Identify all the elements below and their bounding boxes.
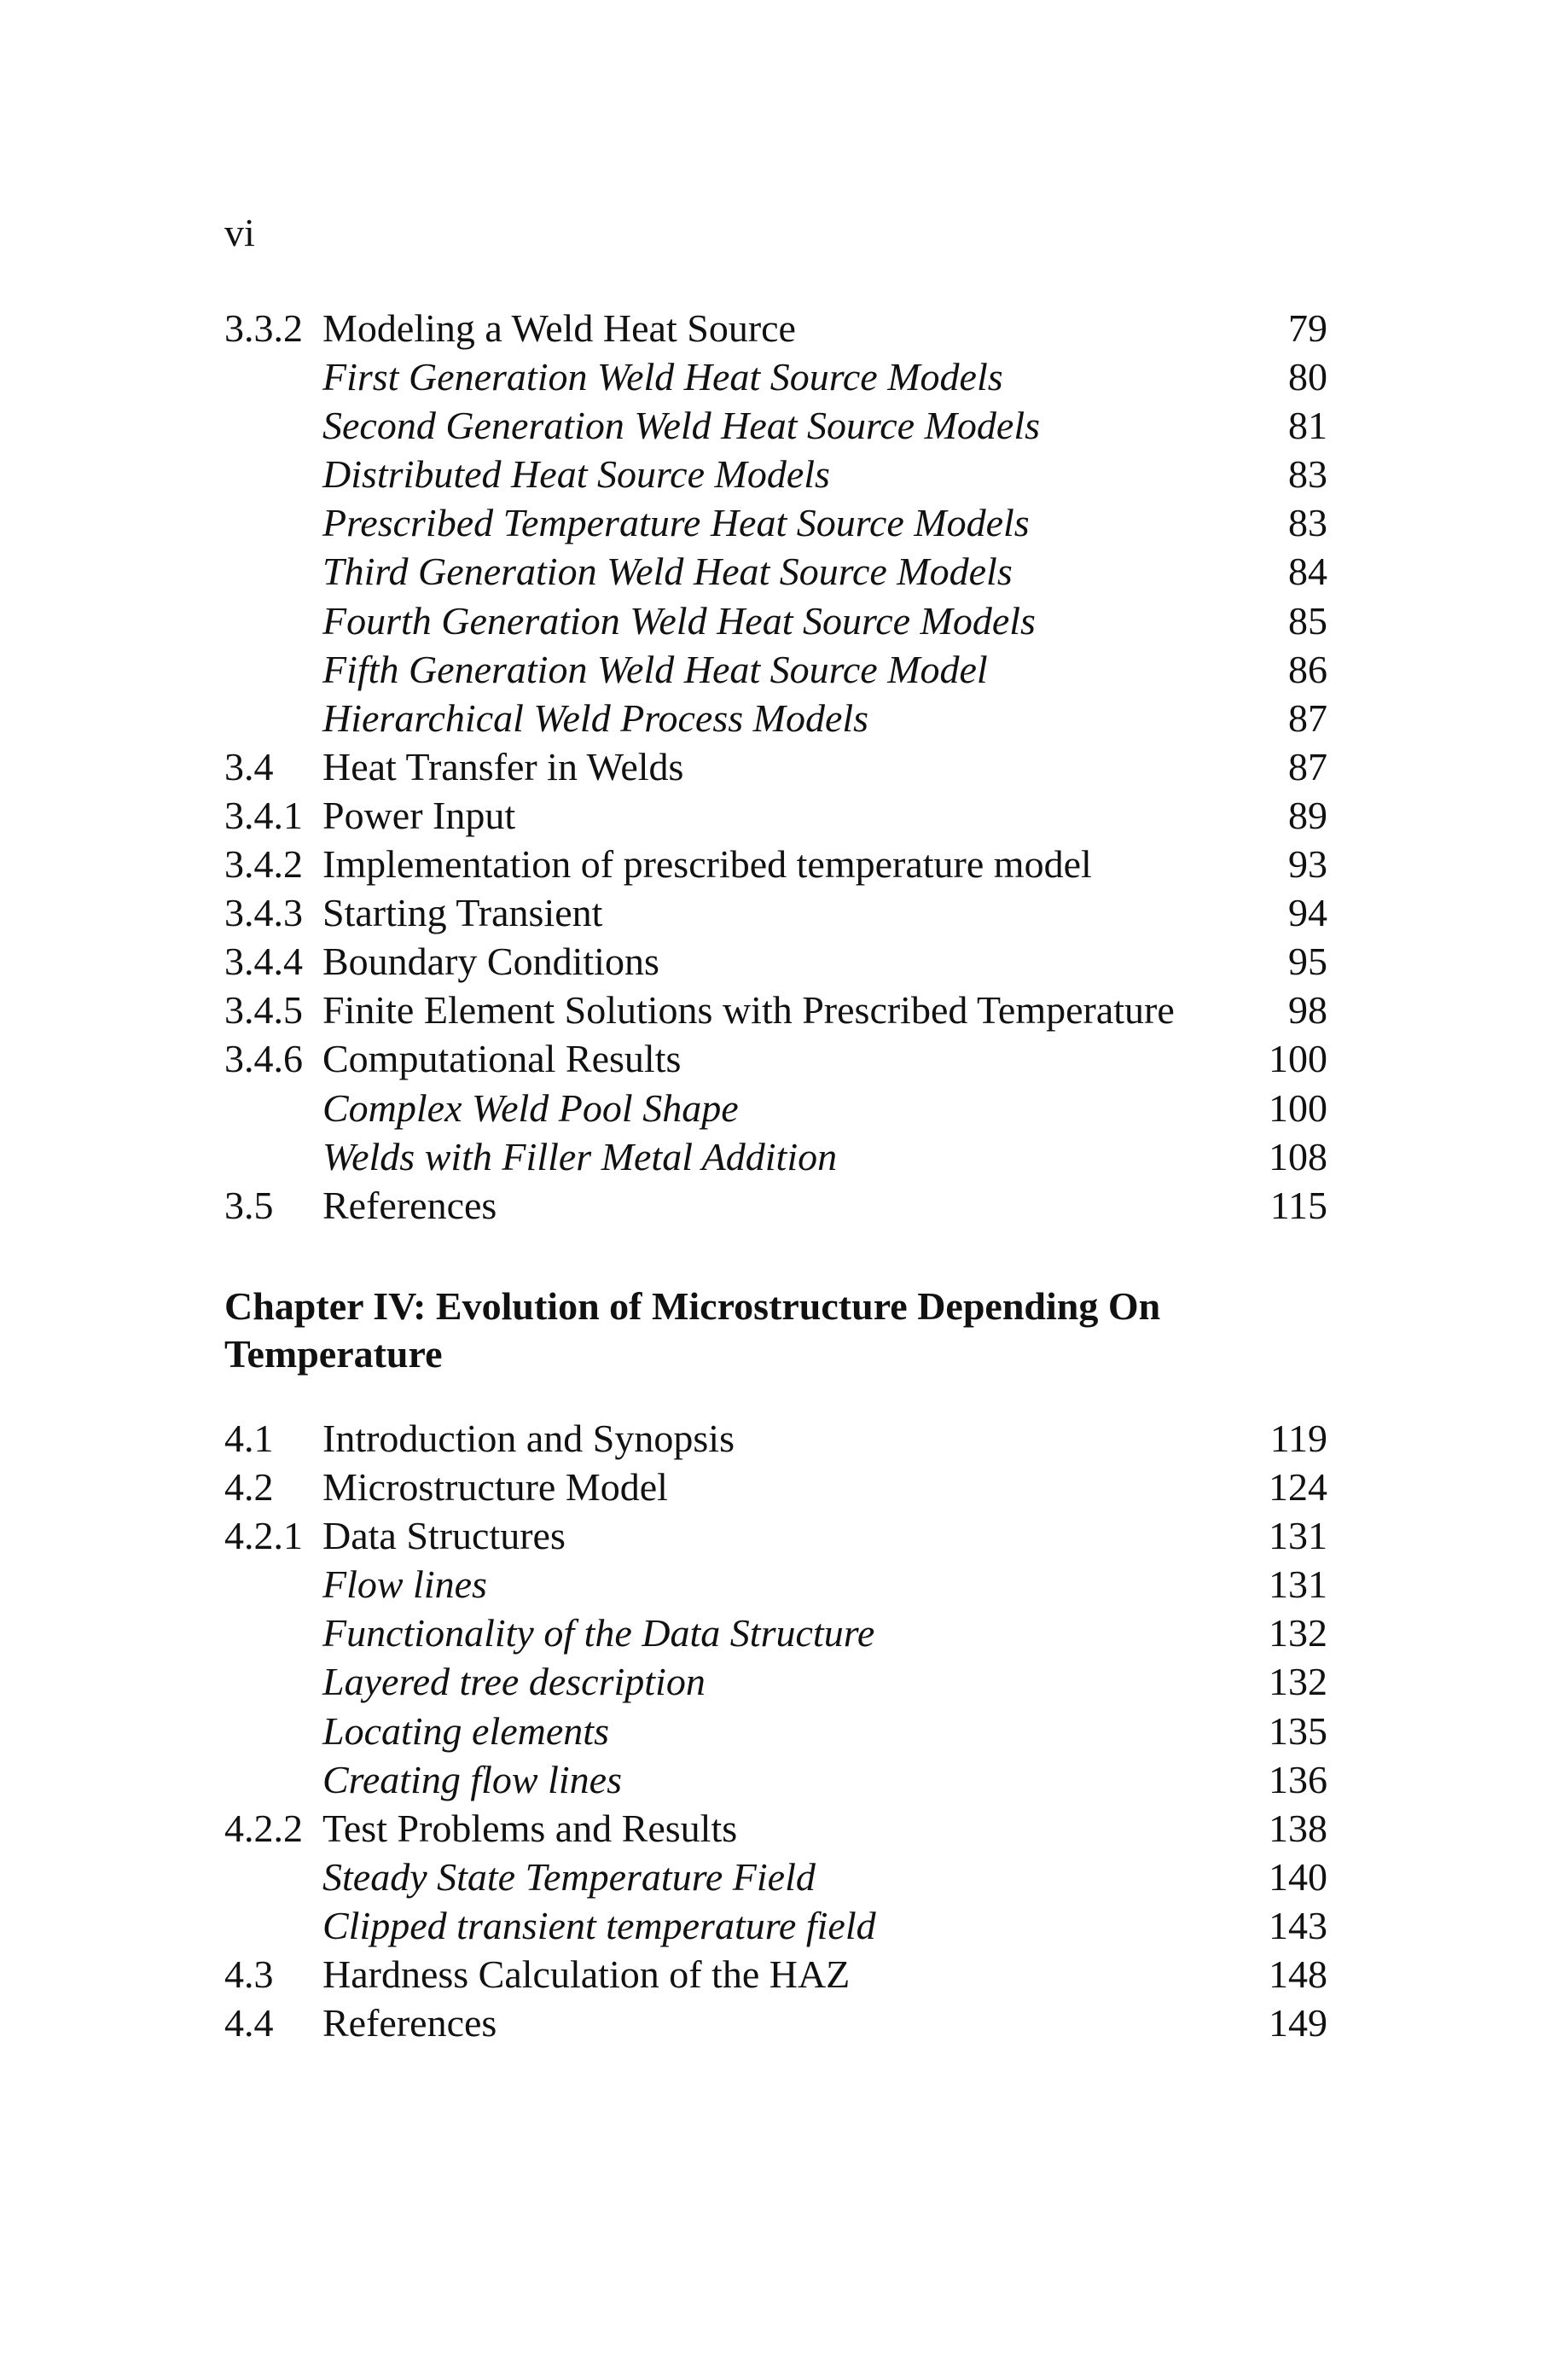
toc-entry [224,596,1327,645]
toc-entry-title: Hardness Calculation of the HAZ [322,1952,851,1997]
toc-entry [224,547,1327,596]
toc-entry-title: Flow lines [322,1562,487,1607]
toc-entry-number: 4.4 [224,2001,274,2045]
toc-entry-page: 119 [1269,1417,1327,1460]
toc-entry-number: 3.4.6 [224,1037,303,1081]
toc-entry [224,401,1327,450]
toc-entry-title: Locating elements [322,1708,609,1753]
toc-entry [224,1853,1327,1901]
toc-entry-page: 135 [1269,1708,1327,1753]
toc-entry-title: Distributed Heat Source Models [322,452,830,497]
toc-entry-page: 136 [1269,1757,1327,1801]
toc-entry-title: Second Generation Weld Heat Source Models [322,404,1041,448]
toc-entry-page: 95 [1288,940,1327,984]
toc-entry-page: 148 [1269,1952,1327,1997]
toc-entry [224,1950,1327,1999]
toc-entry [224,1999,1327,2047]
toc-entry [224,1609,1327,1657]
toc-entry-page: 131 [1269,1514,1327,1558]
toc-entry-page: 98 [1288,988,1327,1033]
toc-section-chapter-3 [224,304,1327,1230]
toc-entry [224,1804,1327,1853]
toc-entry [224,352,1327,401]
toc-entry [224,1132,1327,1181]
toc-entry [224,1657,1327,1706]
toc-entry [224,791,1327,840]
toc-entry-page: 149 [1269,2001,1327,2045]
toc-entry-title: Clipped transient temperature field [322,1903,876,1947]
toc-entry [224,1901,1327,1950]
chapter-heading [224,1283,1327,1378]
toc-entry-title: Computational Results [322,1037,682,1081]
toc-entry-title: Complex Weld Pool Shape [322,1085,739,1130]
toc-entry-page: 140 [1269,1854,1327,1899]
toc-entry-title: Third Generation Weld Heat Source Models [322,550,1013,594]
toc-entry-page: 79 [1288,306,1327,350]
toc-entry-title: Introduction and Synopsis [322,1417,735,1460]
toc-entry [224,986,1327,1034]
toc-entry-page: 143 [1269,1903,1327,1947]
toc-entry-title: Starting Transient [322,891,603,935]
toc-entry-title: Hierarchical Weld Process Models [322,695,869,740]
toc-entry-number: 3.4.4 [224,940,303,984]
toc-entry-number: 4.2 [224,1465,274,1510]
toc-entry-page: 124 [1269,1465,1327,1510]
toc-entry [224,694,1327,742]
toc-entry-title: Modeling a Weld Heat Source [322,306,796,350]
toc-entry-page: 86 [1288,647,1327,691]
toc-entry-number: 3.4.2 [224,842,303,887]
toc-entry-title: Implementation of prescribed temperature model [322,842,1092,887]
toc-entry-title: References [322,1183,497,1227]
toc-entry-page: 87 [1288,744,1327,788]
toc-entry-number: 3.4.1 [224,793,303,837]
toc-entry-page: 132 [1269,1611,1327,1655]
toc-entry [224,840,1327,888]
chapter-heading-line-2: Temperature [224,1332,443,1376]
toc-entry-page: 83 [1288,501,1327,545]
toc-entry-number: 4.2.2 [224,1806,303,1850]
toc-entry-title: Boundary Conditions [322,940,659,984]
toc-entry [224,1560,1327,1609]
toc-entry [224,645,1327,694]
toc-entry-page: 85 [1288,598,1327,643]
toc-entry [224,1755,1327,1804]
toc-entry-number: 4.2.1 [224,1514,303,1558]
toc-entry-title: Layered tree description [322,1660,706,1704]
toc-entry-page: 138 [1269,1806,1327,1850]
toc-entry-page: 83 [1288,452,1327,497]
toc-entry [224,304,1327,352]
toc-entry [224,1034,1327,1083]
toc-entry-title: Functionality of the Data Structure [322,1611,875,1655]
toc-entry [224,450,1327,498]
toc-entry [224,498,1327,547]
toc-entry-page: 108 [1269,1134,1327,1178]
toc-entry [224,1463,1327,1511]
toc-entry-title: Prescribed Temperature Heat Source Models [322,501,1030,545]
toc-entry-title: Finite Element Solutions with Prescribed Temperature [322,988,1175,1033]
toc-entry [224,1084,1327,1132]
toc-entry-title: Power Input [322,793,516,837]
toc-section-chapter-4 [224,1414,1327,2047]
toc-entry-page: 80 [1288,355,1327,399]
toc-entry-page: 115 [1269,1183,1327,1227]
toc-entry-number: 3.4.5 [224,988,303,1033]
toc-entry-number: 3.4.3 [224,891,303,935]
toc-entry-page: 100 [1269,1037,1327,1081]
toc-entry [224,1414,1327,1463]
toc-entry-page: 94 [1288,891,1327,935]
toc-entry-title: Steady State Temperature Field [322,1854,816,1899]
toc-entry-title: Creating flow lines [322,1757,622,1801]
toc-entry-number: 3.5 [224,1183,274,1227]
toc-entry-title: Test Problems and Results [322,1806,738,1850]
toc-entry-title: Data Structures [322,1514,566,1558]
toc-entry-page: 81 [1288,404,1327,448]
toc-entry-number: 4.3 [224,1952,274,1997]
page-number: vi [224,211,255,254]
toc-entry-page: 87 [1288,695,1327,740]
toc-entry-title: Heat Transfer in Welds [322,744,684,788]
toc-entry-page: 100 [1269,1085,1327,1130]
toc-entry-page: 84 [1288,550,1327,594]
toc-entry-title: Microstructure Model [322,1465,668,1510]
toc-entry [224,742,1327,791]
toc-entry-page: 93 [1288,842,1327,887]
toc-entry [224,888,1327,937]
toc-entry-title: First Generation Weld Heat Source Models [322,355,1003,399]
toc-entry-number: 3.4 [224,744,274,788]
toc-entry-number: 3.3.2 [224,306,303,350]
toc-entry-page: 132 [1269,1660,1327,1704]
toc-entry [224,1707,1327,1755]
toc-entry-title: References [322,2001,497,2045]
toc-entry-number: 4.1 [224,1417,274,1460]
toc-entry-page: 89 [1288,793,1327,837]
toc-entry-title: Fifth Generation Weld Heat Source Model [322,647,988,691]
toc-entry-title: Fourth Generation Weld Heat Source Models [322,598,1036,643]
toc-entry [224,1511,1327,1560]
toc-entry [224,937,1327,986]
chapter-heading-line-1: Chapter IV: Evolution of Microstructure Depending On [224,1284,1161,1328]
toc-entry-title: Welds with Filler Metal Addition [322,1134,838,1178]
toc-entry [224,1181,1327,1230]
toc-entry-page: 131 [1269,1562,1327,1607]
